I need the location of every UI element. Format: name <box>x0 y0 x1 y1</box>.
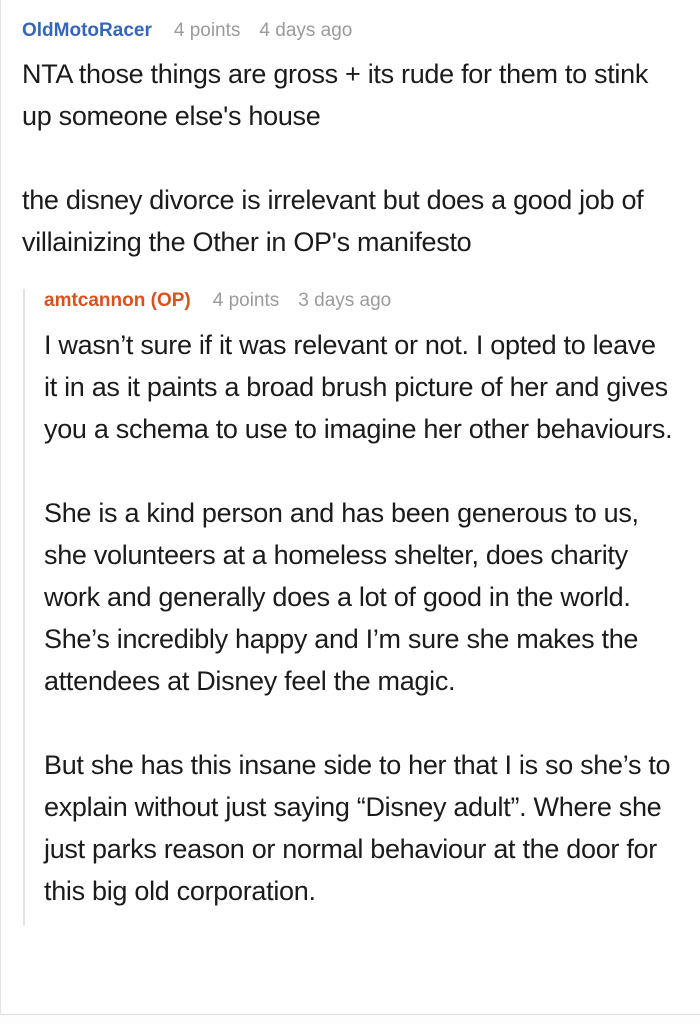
comment-body <box>44 324 674 912</box>
comment-points: 4 points <box>212 290 280 311</box>
comment-paragraph: NTA those things are gross + its rude for them to stink up someone else's house <box>22 59 649 131</box>
comment-header <box>22 19 674 42</box>
comment-reply <box>23 289 674 926</box>
comment-timestamp: 4 days ago <box>259 20 353 41</box>
comment-paragraph: I wasn’t sure if it was relevant or not. I opted to leave it in as it paints a broad brush picture of her and gives you a schema to use to imagine her other behaviours. <box>44 330 673 444</box>
comment-paragraph: She is a kind person and has been generous to us, she volunteers at a homeless shelter, does charity work and generally does a lot of good in the world. She’s incredibly happy and I’m sure she makes the attendees at Disney feel the magic. <box>44 498 639 696</box>
comment-body <box>22 53 674 263</box>
comment-author-link[interactable]: OldMotoRacer <box>22 20 152 41</box>
comment-top-level <box>22 19 674 926</box>
comment-timestamp: 3 days ago <box>298 290 392 311</box>
comment-points: 4 points <box>173 20 241 41</box>
comment-paragraph: the disney divorce is irrelevant but does a good job of villainizing the Other in OP's manifesto <box>22 185 644 257</box>
comment-header <box>44 289 674 312</box>
comment-paragraph: But she has this insane side to her that I is so she’s to explain without just saying “Disney adult”. Where she just parks reason or normal behaviour at the door for this big old corporation. <box>44 750 671 906</box>
comment-author-link-op[interactable]: amtcannon (OP) <box>44 290 191 311</box>
